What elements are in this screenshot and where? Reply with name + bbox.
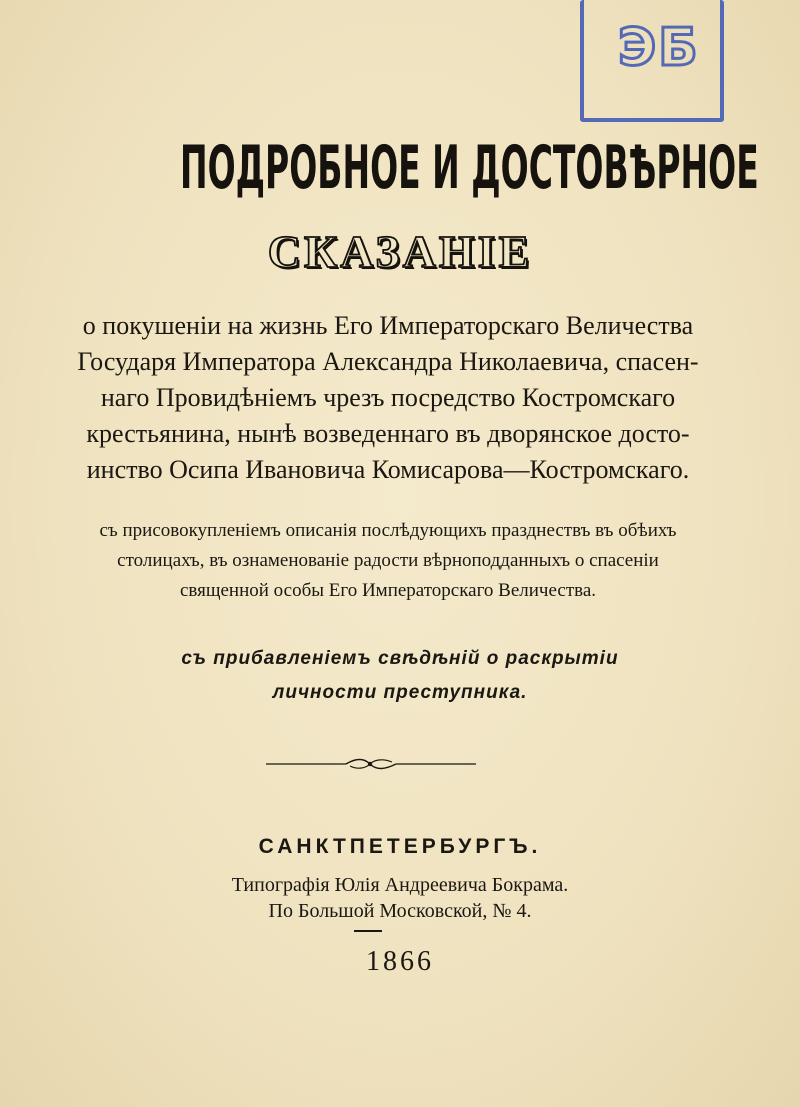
supplement-text-line: священной особы Его Императорскаго Величества. bbox=[179, 580, 597, 601]
main-description bbox=[30, 308, 746, 488]
addition-description bbox=[70, 642, 730, 710]
main-text-line: Государя Императора Александра Николаевича, спасен- bbox=[77, 347, 699, 376]
main-text-line: наго Провидѣніемъ чрезъ посредство Костромскаго bbox=[100, 383, 676, 412]
supplement-text-line: съ присовокупленіемъ описанія послѣдующихъ празднествъ въ обѣихъ bbox=[99, 520, 677, 541]
supplement-text-line: столицахъ, въ ознаменованіе радости вѣрноподданныхъ о спасеніи bbox=[117, 550, 659, 571]
title-line-1: ПОДРОБНОЕ И ДОСТОВѢРНОЕ bbox=[180, 133, 759, 203]
printer-address-line: По Большой Московской, № 4. bbox=[268, 900, 532, 922]
main-text-line: крестьянина, нынѣ возведеннаго въ дворянское досто- bbox=[86, 419, 690, 448]
title-line-2: СКАЗАНІЕ bbox=[267, 226, 533, 277]
imprint-year: 1866 bbox=[366, 946, 434, 977]
library-stamp bbox=[580, 0, 724, 122]
printer-line: Типографія Юлія Андреевича Бокрама. bbox=[231, 874, 569, 896]
addition-text-line: съ прибавленіемъ свѣдѣній о раскрытіи bbox=[181, 648, 619, 669]
imprint-printer bbox=[0, 872, 800, 924]
supplement-description bbox=[28, 516, 748, 606]
main-text-line: инство Осипа Ивановича Комисарова—Костромскаго. bbox=[86, 455, 690, 484]
main-text-line: о покушеніи на жизнь Его Императорскаго Величества bbox=[82, 311, 694, 340]
divider-rule bbox=[354, 930, 382, 932]
addition-text-line: личности преступника. bbox=[272, 682, 528, 703]
stamp-text: ЭБ bbox=[618, 18, 700, 78]
decorative-ornament bbox=[266, 752, 476, 776]
imprint-city: САНКТПЕТЕРБУРГЪ. bbox=[258, 835, 542, 858]
